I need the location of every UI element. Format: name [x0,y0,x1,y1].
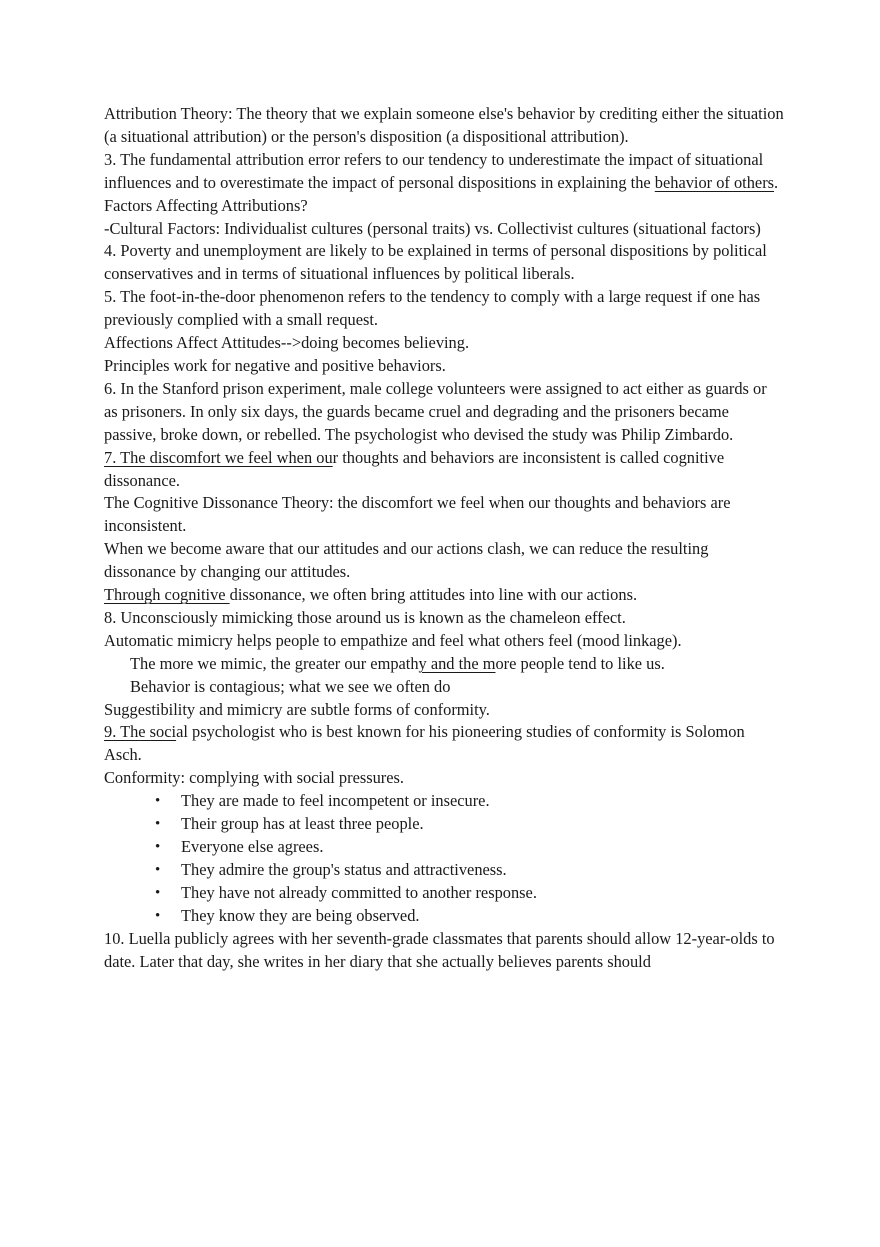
list-item: • Everyone else agrees. [155,836,784,859]
underlined-text: 9. The soci [104,722,177,742]
paragraph-attitudes-clash: When we become aware that our attitudes and our actions clash, we can reduce the resulting dissonance by changing our attitudes. [104,539,709,582]
paragraph-affections: Affections Affect Attitudes-->doing becomes believing. [104,333,470,353]
list-item: • Their group has at least three people. [155,813,784,836]
paragraph-suggestibility: Suggestibility and mimicry are subtle forms of conformity. [104,699,490,719]
paragraph-behavior-contagious: Behavior is contagious; what we see we often do [130,676,451,696]
paragraph-item-8: 8. Unconsciously mimicking those around us is known as the chameleon effect. [104,607,626,627]
paragraph-conformity: Conformity: complying with social pressures. [104,768,405,788]
paragraph-cultural-factors: -Cultural Factors: Individualist cultures (personal traits) vs. Collectivist cultures (situational factors) [104,218,761,238]
list-item: • They know they are being observed. [155,905,784,928]
paragraph-factors-heading: Factors Affecting Attributions? [104,195,308,215]
list-item: • They have not already committed to another response. [155,882,784,905]
list-item: • They admire the group's status and attractiveness. [155,859,784,882]
paragraph-item-4: 4. Poverty and unemployment are likely to be explained in terms of personal dispositions by political conservatives and in terms of situational influences by political liberals. [104,241,767,284]
paragraph-item-6: 6. In the Stanford prison experiment, male college volunteers were assigned to act either as guards or as prisoners. In only six days, the guards became cruel and degrading and the prisoners became passive, broke down, or rebelled. The psychologist who devised the study was Philip Zimbardo. [104,378,767,444]
paragraph-item-9: 9. The social psychologist who is best known for his pioneering studies of conformity is Solomon Asch. [104,722,745,765]
conformity-conditions-list [104,790,784,927]
paragraph-dissonance-theory: The Cognitive Dissonance Theory: the discomfort we feel when our thoughts and behaviors are inconsistent. [104,493,731,536]
document-body [104,103,784,973]
paragraph-principles: Principles work for negative and positive behaviors. [104,355,446,375]
paragraph-item-5: 5. The foot-in-the-door phenomenon refers to the tendency to comply with a large request if one has previously complied with a small request. [104,287,761,330]
paragraph-through-dissonance: Through cognitive dissonance, we often bring attitudes into line with our actions. [104,585,638,605]
paragraph-automatic-mimicry: Automatic mimicry helps people to empathize and feel what others feel (mood linkage). [104,630,682,650]
paragraph-item-3: 3. The fundamental attribution error refers to our tendency to underestimate the impact of situational influences and to overestimate the impact of personal dispositions in explaining the behavior of others. [104,149,779,192]
paragraph-item-7: 7. The discomfort we feel when our thoughts and behaviors are inconsistent is called cognitive dissonance. [104,447,725,490]
list-item: • They are made to feel incompetent or insecure. [155,790,784,813]
underlined-text: behavior of others [654,172,775,192]
paragraph-more-we-mimic: The more we mimic, the greater our empathy and the more people tend to like us. [130,653,665,673]
paragraph-item-10: 10. Luella publicly agrees with her seventh-grade classmates that parents should allow 12-year-olds to date. Later that day, she writes in her diary that she actually believes parents should [104,928,775,971]
underlined-text: y and the m [418,653,496,673]
paragraph-attribution-theory: Attribution Theory: The theory that we explain someone else's behavior by crediting either the situation (a situational attribution) or the person's disposition (a dispositional attribution). [104,104,784,146]
underlined-text: 7. The discomfort we feel when ou [104,447,333,467]
underlined-text: Through cognitive [104,585,230,605]
